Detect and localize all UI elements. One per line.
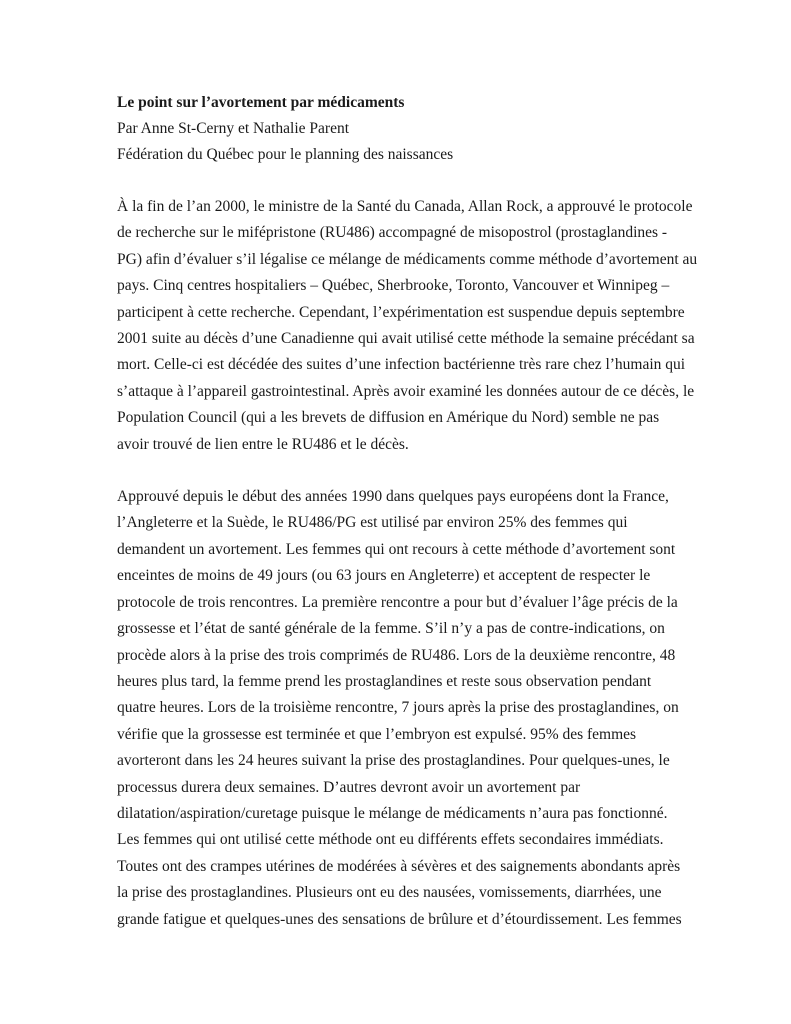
paragraph-line: mort. Celle-ci est décédée des suites d’une infection bactérienne très rare chez l’humain qui <box>117 356 686 374</box>
paragraph-line: vérifie que la grossesse est terminée et que l’embryon est expulsé. 95% des femmes <box>117 725 637 743</box>
paragraph-line: protocole de trois rencontres. La première rencontre a pour but d’évaluer l’âge précis de la <box>117 593 678 611</box>
paragraph-2 <box>117 484 682 933</box>
paragraph-line: avorteront dans les 24 heures suivant la prise des prostaglandines. Pour quelques-unes, le <box>117 752 670 770</box>
document-page <box>117 90 698 933</box>
paragraph-line: processus durera deux semaines. D’autres devront avoir un avortement par <box>117 778 581 796</box>
paragraph-line: la prise des prostaglandines. Plusieurs ont eu des nausées, vomissements, diarrhées, une <box>117 884 662 902</box>
paragraph-line: pays. Cinq centres hospitaliers – Québec, Sherbrooke, Toronto, Vancouver et Winnipeg – <box>117 277 670 295</box>
paragraph-line: participent à cette recherche. Cependant, l’expérimentation est suspendue depuis septembre <box>117 303 685 321</box>
document-title: Le point sur l’avortement par médicaments <box>117 94 405 111</box>
paragraph-line: PG) afin d’évaluer s’il légalise ce mélange de médicaments comme méthode d’avortement au <box>117 250 698 268</box>
paragraph-line: À la fin de l’an 2000, le ministre de la Santé du Canada, Allan Rock, a approuvé le protocole <box>117 198 693 215</box>
paragraph-line: enceintes de moins de 49 jours (ou 63 jours en Angleterre) et acceptent de respecter le <box>117 567 651 585</box>
paragraph-line: Toutes ont des crampes utérines de modérées à sévères et des saignements abondants après <box>117 857 681 875</box>
paragraph-line: avoir trouvé de lien entre le RU486 et le décès. <box>117 435 409 453</box>
authors-line: Par Anne St-Cerny et Nathalie Parent <box>117 120 350 137</box>
paragraph-line: demandent un avortement. Les femmes qui ont recours à cette méthode d’avortement sont <box>117 540 676 558</box>
paragraph-line: Approuvé depuis le début des années 1990 dans quelques pays européens dont la France, <box>117 488 669 506</box>
paragraph-line: s’attaque à l’appareil gastrointestinal. Après avoir examiné les données autour de ce décès, le <box>117 382 695 400</box>
paragraph-line: procède alors à la prise des trois comprimés de RU486. Lors de la deuxième rencontre, 48 <box>117 646 676 664</box>
paragraph-line: grande fatigue et quelques-unes des sensations de brûlure et d’étourdissement. Les femmes <box>117 910 682 928</box>
paragraph-line: quatre heures. Lors de la troisième rencontre, 7 jours après la prise des prostaglandines, on <box>117 699 679 717</box>
paragraph-line: dilatation/aspiration/curetage puisque le mélange de médicaments n’aura pas fonctionné. <box>117 804 668 822</box>
paragraph-line: Les femmes qui ont utilisé cette méthode ont eu différents effets secondaires immédiats. <box>117 831 664 849</box>
paragraph-line: heures plus tard, la femme prend les prostaglandines et reste sous observation pendant <box>117 672 652 690</box>
paragraph-line: 2001 suite au décès d’une Canadienne qui avait utilisé cette méthode la semaine précédant sa <box>117 330 695 348</box>
paragraph-line: grossesse et l’état de santé générale de la femme. S’il n’y a pas de contre-indications, on <box>117 620 665 638</box>
organization-line: Fédération du Québec pour le planning des naissances <box>117 146 454 163</box>
paragraph-line: de recherche sur le mifépristone (RU486) accompagné de misopostrol (prostaglandines - <box>117 224 668 242</box>
paragraph-line: l’Angleterre et la Suède, le RU486/PG est utilisé par environ 25% des femmes qui <box>117 514 628 532</box>
paragraph-1 <box>117 194 698 458</box>
paragraph-line: Population Council (qui a les brevets de diffusion en Amérique du Nord) semble ne pas <box>117 409 660 427</box>
